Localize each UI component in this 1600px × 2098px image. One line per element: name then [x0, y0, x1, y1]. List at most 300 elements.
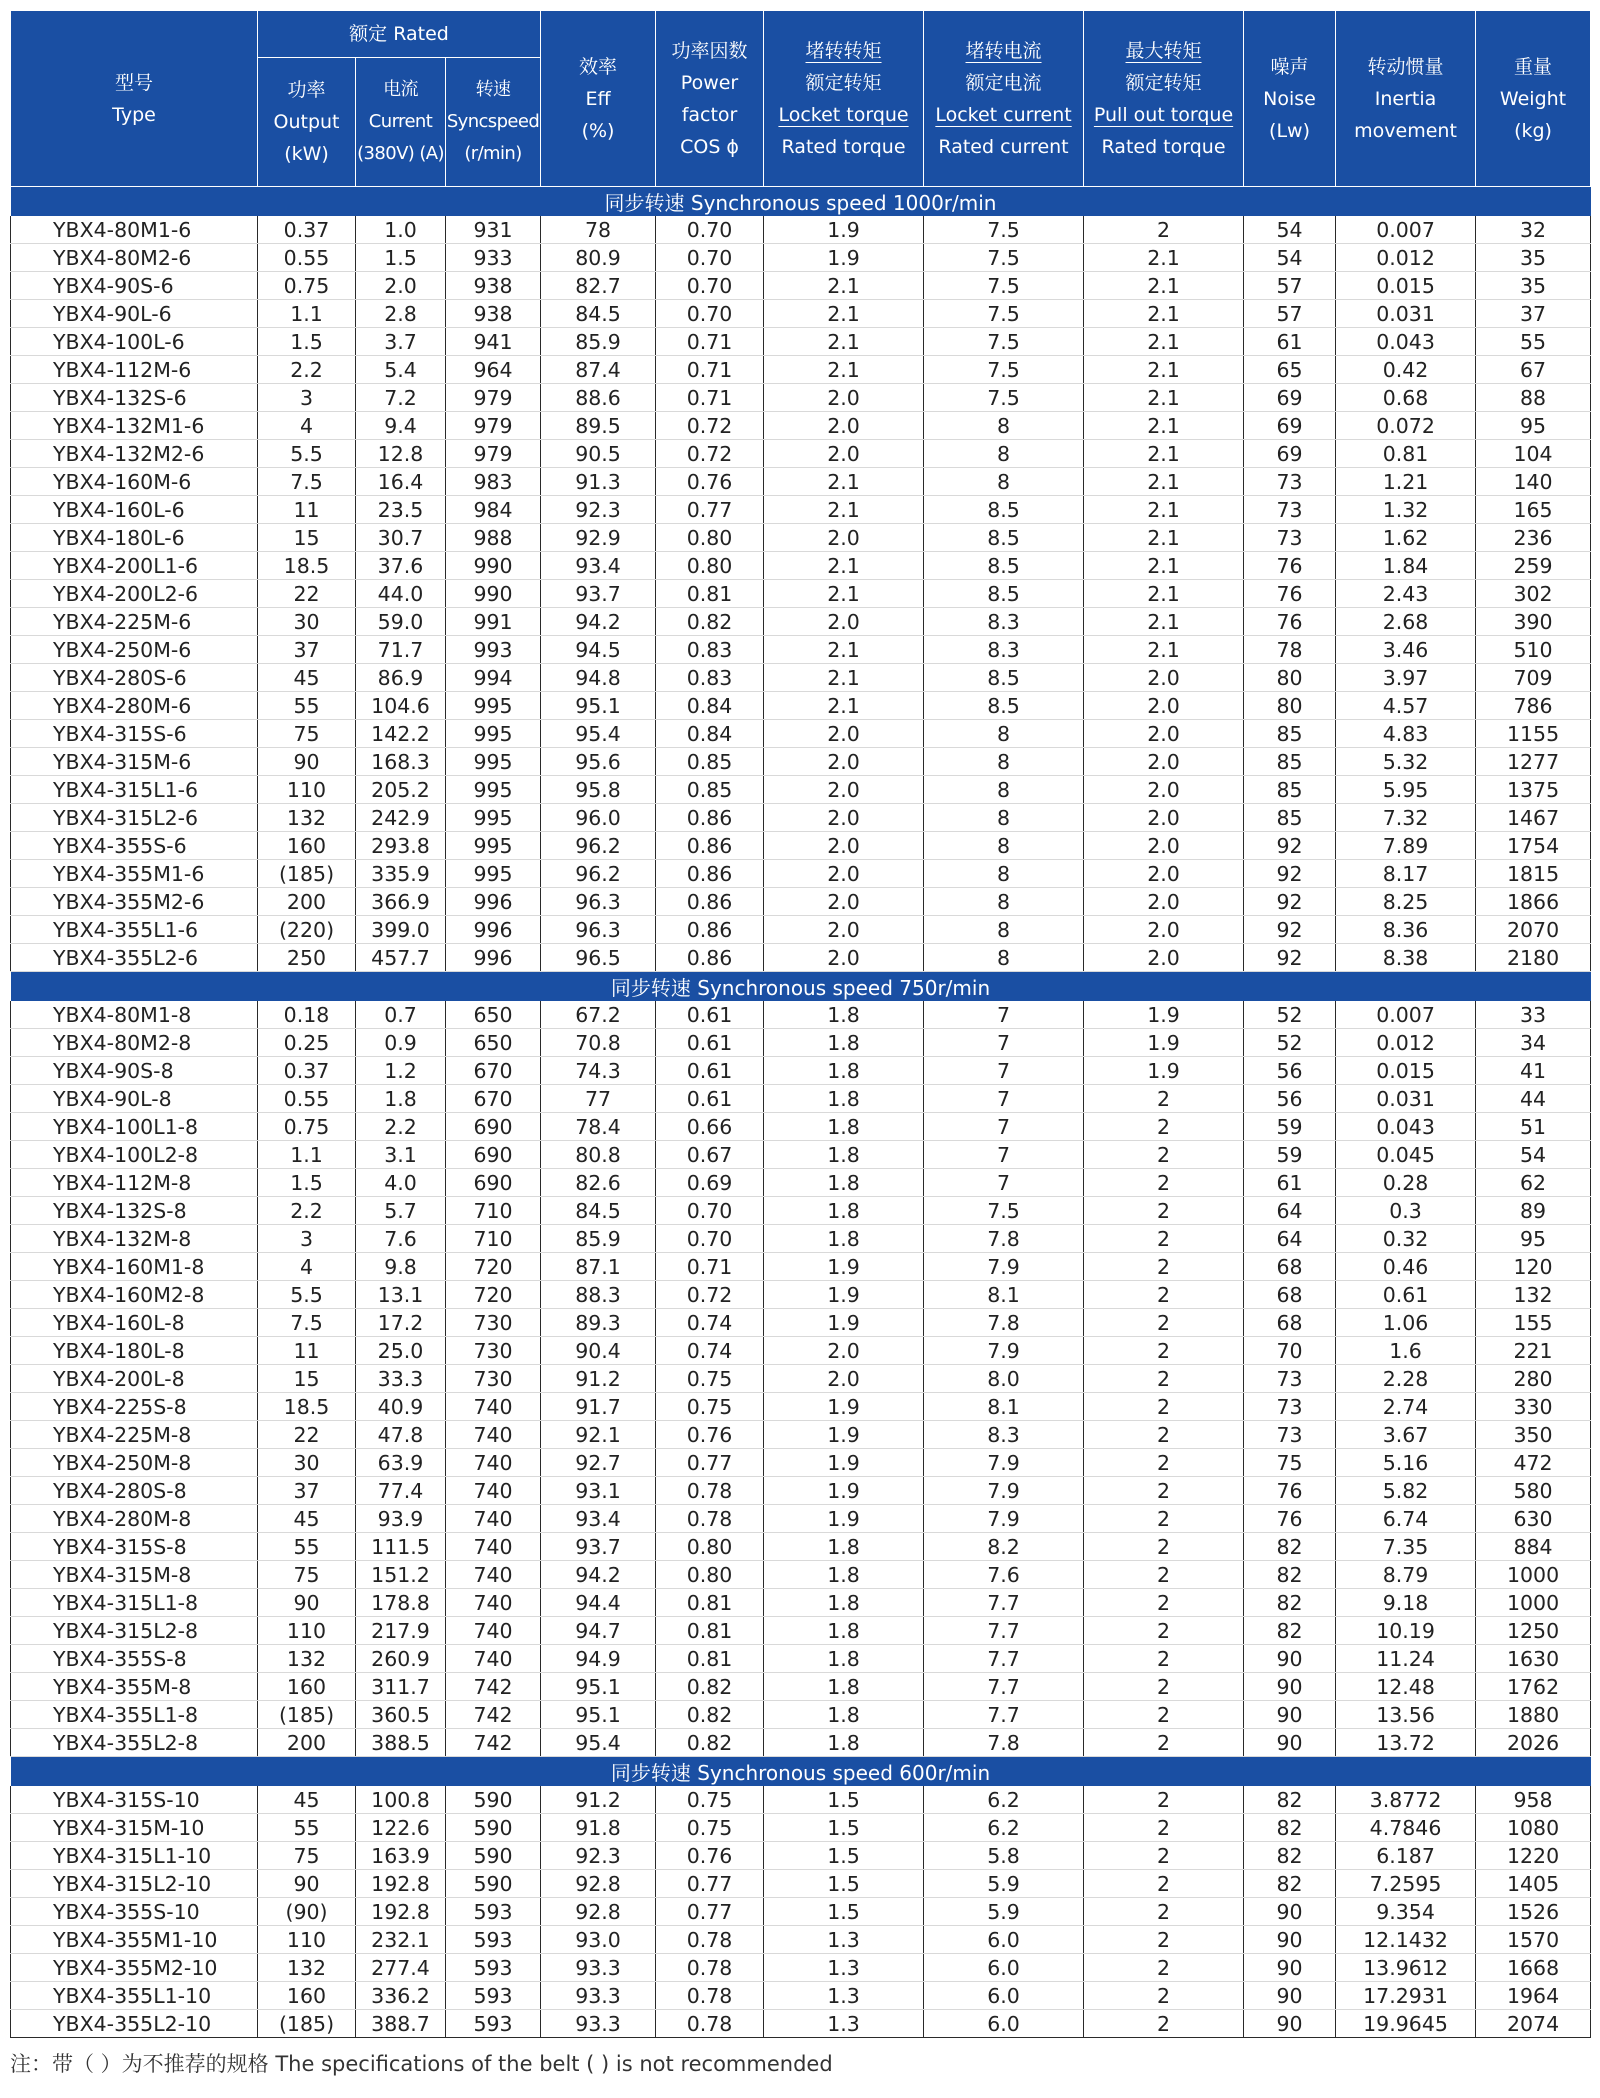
cell-weight: 140 — [1476, 468, 1591, 496]
cell-weight: 786 — [1476, 692, 1591, 720]
cell-locked-torque-ratio: 1.3 — [764, 1954, 924, 1982]
table-row — [11, 2010, 1591, 2038]
cell-weight: 2026 — [1476, 1729, 1591, 1757]
cell-output: 2.2 — [258, 1197, 356, 1225]
cell-type: YBX4-90L-8 — [11, 1085, 258, 1113]
cell-max-torque-ratio: 2.0 — [1084, 916, 1244, 944]
cell-power-factor: 0.61 — [656, 1057, 764, 1085]
cell-eff: 70.8 — [541, 1029, 656, 1057]
cell-locked-torque-ratio: 2.0 — [764, 888, 924, 916]
section-title: 同步转速 Synchronous speed 600r/min — [11, 1757, 1591, 1787]
cell-locked-current-ratio: 8.3 — [924, 636, 1084, 664]
cell-locked-current-ratio: 7.7 — [924, 1673, 1084, 1701]
cell-locked-current-ratio: 7 — [924, 1085, 1084, 1113]
cell-max-torque-ratio: 2 — [1084, 1477, 1244, 1505]
cell-locked-torque-ratio: 2.0 — [764, 748, 924, 776]
cell-power-factor: 0.84 — [656, 720, 764, 748]
cell-power-factor: 0.70 — [656, 216, 764, 244]
cell-max-torque-ratio: 2 — [1084, 1253, 1244, 1281]
cell-speed: 941 — [446, 328, 541, 356]
table-row — [11, 664, 1591, 692]
cell-output: (185) — [258, 1701, 356, 1729]
header-lt-cn2: 额定转矩 — [805, 71, 882, 94]
cell-type: YBX4-355L1-6 — [11, 916, 258, 944]
table-row — [11, 608, 1591, 636]
cell-current: 111.5 — [356, 1533, 446, 1561]
table-row — [11, 1449, 1591, 1477]
cell-noise: 82 — [1244, 1814, 1336, 1842]
cell-power-factor: 0.70 — [656, 1197, 764, 1225]
cell-locked-torque-ratio: 2.0 — [764, 384, 924, 412]
cell-current: 12.8 — [356, 440, 446, 468]
cell-weight: 1155 — [1476, 720, 1591, 748]
cell-noise: 85 — [1244, 804, 1336, 832]
cell-max-torque-ratio: 2.1 — [1084, 608, 1244, 636]
cell-inertia: 2.43 — [1336, 580, 1476, 608]
cell-speed: 742 — [446, 1701, 541, 1729]
cell-eff: 92.3 — [541, 1842, 656, 1870]
cell-output: 110 — [258, 1617, 356, 1645]
cell-power-factor: 0.75 — [656, 1365, 764, 1393]
table-row — [11, 1701, 1591, 1729]
cell-type: YBX4-160M-6 — [11, 468, 258, 496]
cell-locked-torque-ratio: 2.1 — [764, 552, 924, 580]
cell-eff: 80.8 — [541, 1141, 656, 1169]
cell-output: 0.75 — [258, 272, 356, 300]
header-eff — [541, 11, 656, 187]
cell-output: 3 — [258, 384, 356, 412]
cell-max-torque-ratio: 2.1 — [1084, 384, 1244, 412]
header-type — [11, 11, 258, 187]
cell-inertia: 13.56 — [1336, 1701, 1476, 1729]
cell-locked-torque-ratio: 1.9 — [764, 244, 924, 272]
header-current-unit: (380V) (A) — [357, 143, 444, 164]
cell-locked-torque-ratio: 1.8 — [764, 1225, 924, 1253]
cell-weight: 1880 — [1476, 1701, 1591, 1729]
cell-power-factor: 0.61 — [656, 1085, 764, 1113]
cell-max-torque-ratio: 2 — [1084, 216, 1244, 244]
cell-current: 40.9 — [356, 1393, 446, 1421]
table-row — [11, 328, 1591, 356]
cell-speed: 690 — [446, 1113, 541, 1141]
cell-type: YBX4-200L2-6 — [11, 580, 258, 608]
cell-locked-current-ratio: 7.7 — [924, 1701, 1084, 1729]
cell-type: YBX4-280S-8 — [11, 1477, 258, 1505]
cell-type: YBX4-355L2-10 — [11, 2010, 258, 2038]
cell-speed: 742 — [446, 1729, 541, 1757]
table-row — [11, 1814, 1591, 1842]
cell-type: YBX4-112M-8 — [11, 1169, 258, 1197]
cell-output: 1.5 — [258, 1169, 356, 1197]
cell-speed: 593 — [446, 1926, 541, 1954]
cell-eff: 84.5 — [541, 300, 656, 328]
cell-speed: 995 — [446, 748, 541, 776]
header-weight — [1476, 11, 1591, 187]
header-noise — [1244, 11, 1336, 187]
cell-max-torque-ratio: 2.0 — [1084, 860, 1244, 888]
cell-noise: 61 — [1244, 328, 1336, 356]
cell-eff: 93.4 — [541, 1505, 656, 1533]
cell-locked-torque-ratio: 1.5 — [764, 1842, 924, 1870]
cell-noise: 69 — [1244, 412, 1336, 440]
cell-locked-torque-ratio: 2.0 — [764, 776, 924, 804]
header-mt-en1: Pull out torque — [1093, 103, 1234, 126]
cell-max-torque-ratio: 2 — [1084, 1113, 1244, 1141]
cell-speed: 593 — [446, 1898, 541, 1926]
cell-output: 45 — [258, 1505, 356, 1533]
cell-inertia: 0.81 — [1336, 440, 1476, 468]
table-row — [11, 1645, 1591, 1673]
cell-max-torque-ratio: 2 — [1084, 1870, 1244, 1898]
cell-power-factor: 0.71 — [656, 328, 764, 356]
cell-noise: 75 — [1244, 1449, 1336, 1477]
cell-weight: 709 — [1476, 664, 1591, 692]
cell-locked-current-ratio: 7.7 — [924, 1617, 1084, 1645]
cell-noise: 85 — [1244, 776, 1336, 804]
cell-current: 2.2 — [356, 1113, 446, 1141]
cell-locked-torque-ratio: 1.8 — [764, 1141, 924, 1169]
cell-output: 2.2 — [258, 356, 356, 384]
cell-power-factor: 0.75 — [656, 1786, 764, 1814]
cell-type: YBX4-315L2-8 — [11, 1617, 258, 1645]
cell-inertia: 0.007 — [1336, 1001, 1476, 1029]
cell-eff: 96.2 — [541, 832, 656, 860]
cell-power-factor: 0.76 — [656, 1421, 764, 1449]
cell-locked-current-ratio: 7 — [924, 1169, 1084, 1197]
cell-locked-torque-ratio: 1.8 — [764, 1673, 924, 1701]
cell-weight: 132 — [1476, 1281, 1591, 1309]
cell-noise: 92 — [1244, 944, 1336, 972]
cell-current: 0.7 — [356, 1001, 446, 1029]
cell-power-factor: 0.77 — [656, 1898, 764, 1926]
cell-current: 104.6 — [356, 692, 446, 720]
cell-max-torque-ratio: 2.0 — [1084, 748, 1244, 776]
cell-eff: 87.4 — [541, 356, 656, 384]
cell-output: 200 — [258, 888, 356, 916]
cell-noise: 82 — [1244, 1589, 1336, 1617]
cell-locked-torque-ratio: 2.0 — [764, 1365, 924, 1393]
header-output — [258, 58, 356, 187]
cell-max-torque-ratio: 2 — [1084, 1954, 1244, 1982]
cell-noise: 76 — [1244, 552, 1336, 580]
cell-type: YBX4-355S-6 — [11, 832, 258, 860]
cell-type: YBX4-132M2-6 — [11, 440, 258, 468]
cell-weight: 221 — [1476, 1337, 1591, 1365]
table-row — [11, 1533, 1591, 1561]
cell-weight: 1405 — [1476, 1870, 1591, 1898]
cell-noise: 90 — [1244, 1926, 1336, 1954]
cell-inertia: 0.46 — [1336, 1253, 1476, 1281]
cell-output: 160 — [258, 1982, 356, 2010]
cell-weight: 88 — [1476, 384, 1591, 412]
cell-eff: 89.3 — [541, 1309, 656, 1337]
header-lc-cn2: 额定电流 — [965, 71, 1042, 94]
cell-current: 4.0 — [356, 1169, 446, 1197]
cell-output: (185) — [258, 2010, 356, 2038]
cell-locked-torque-ratio: 1.8 — [764, 1029, 924, 1057]
table-row — [11, 1169, 1591, 1197]
cell-speed: 740 — [446, 1505, 541, 1533]
cell-max-torque-ratio: 2.1 — [1084, 496, 1244, 524]
cell-eff: 88.6 — [541, 384, 656, 412]
cell-type: YBX4-160L-6 — [11, 496, 258, 524]
cell-current: 9.8 — [356, 1253, 446, 1281]
cell-speed: 740 — [446, 1561, 541, 1589]
cell-power-factor: 0.86 — [656, 916, 764, 944]
cell-current: 163.9 — [356, 1842, 446, 1870]
cell-inertia: 1.84 — [1336, 552, 1476, 580]
cell-max-torque-ratio: 2.0 — [1084, 804, 1244, 832]
cell-max-torque-ratio: 2.1 — [1084, 244, 1244, 272]
header-weight-en: Weight — [1499, 87, 1567, 110]
cell-locked-current-ratio: 7.5 — [924, 300, 1084, 328]
cell-weight: 1526 — [1476, 1898, 1591, 1926]
cell-speed: 690 — [446, 1169, 541, 1197]
cell-weight: 1630 — [1476, 1645, 1591, 1673]
cell-current: 242.9 — [356, 804, 446, 832]
table-row — [11, 888, 1591, 916]
cell-weight: 41 — [1476, 1057, 1591, 1085]
cell-power-factor: 0.72 — [656, 1281, 764, 1309]
cell-noise: 70 — [1244, 1337, 1336, 1365]
table-row — [11, 356, 1591, 384]
cell-eff: 93.3 — [541, 1954, 656, 1982]
cell-inertia: 10.19 — [1336, 1617, 1476, 1645]
cell-inertia: 8.25 — [1336, 888, 1476, 916]
cell-noise: 82 — [1244, 1561, 1336, 1589]
cell-speed: 994 — [446, 664, 541, 692]
cell-weight: 35 — [1476, 272, 1591, 300]
header-weight-cn: 重量 — [1514, 55, 1553, 78]
cell-locked-current-ratio: 8 — [924, 804, 1084, 832]
cell-noise: 54 — [1244, 216, 1336, 244]
cell-inertia: 1.62 — [1336, 524, 1476, 552]
cell-inertia: 1.6 — [1336, 1337, 1476, 1365]
cell-inertia: 4.7846 — [1336, 1814, 1476, 1842]
cell-inertia: 5.82 — [1336, 1477, 1476, 1505]
cell-locked-current-ratio: 7.7 — [924, 1589, 1084, 1617]
cell-type: YBX4-355S-10 — [11, 1898, 258, 1926]
table-row — [11, 1281, 1591, 1309]
cell-power-factor: 0.61 — [656, 1029, 764, 1057]
cell-noise: 73 — [1244, 1393, 1336, 1421]
cell-locked-current-ratio: 7.5 — [924, 1197, 1084, 1225]
cell-noise: 65 — [1244, 356, 1336, 384]
cell-power-factor: 0.74 — [656, 1309, 764, 1337]
cell-locked-torque-ratio: 1.9 — [764, 1505, 924, 1533]
cell-locked-current-ratio: 6.0 — [924, 1954, 1084, 1982]
cell-current: 399.0 — [356, 916, 446, 944]
header-mt-en2: Rated torque — [1101, 135, 1226, 158]
cell-inertia: 3.97 — [1336, 664, 1476, 692]
cell-speed: 996 — [446, 888, 541, 916]
cell-locked-torque-ratio: 1.8 — [764, 1561, 924, 1589]
cell-speed: 742 — [446, 1673, 541, 1701]
cell-noise: 90 — [1244, 1645, 1336, 1673]
table-row — [11, 1365, 1591, 1393]
cell-eff: 93.1 — [541, 1477, 656, 1505]
header-current — [356, 58, 446, 187]
cell-inertia: 3.67 — [1336, 1421, 1476, 1449]
cell-type: YBX4-355L2-8 — [11, 1729, 258, 1757]
cell-max-torque-ratio: 1.9 — [1084, 1029, 1244, 1057]
cell-power-factor: 0.85 — [656, 748, 764, 776]
cell-power-factor: 0.86 — [656, 888, 764, 916]
cell-eff: 94.2 — [541, 1561, 656, 1589]
section-header-row — [11, 1757, 1591, 1787]
cell-max-torque-ratio: 2.1 — [1084, 580, 1244, 608]
cell-max-torque-ratio: 2 — [1084, 1729, 1244, 1757]
cell-type: YBX4-280M-6 — [11, 692, 258, 720]
cell-output: 4 — [258, 1253, 356, 1281]
cell-inertia: 0.072 — [1336, 412, 1476, 440]
cell-speed: 995 — [446, 832, 541, 860]
cell-weight: 1250 — [1476, 1617, 1591, 1645]
cell-eff: 67.2 — [541, 1001, 656, 1029]
cell-locked-current-ratio: 7.9 — [924, 1449, 1084, 1477]
cell-output: 0.25 — [258, 1029, 356, 1057]
cell-speed: 740 — [446, 1533, 541, 1561]
cell-noise: 56 — [1244, 1085, 1336, 1113]
cell-weight: 51 — [1476, 1113, 1591, 1141]
cell-eff: 93.3 — [541, 2010, 656, 2038]
cell-inertia: 6.187 — [1336, 1842, 1476, 1870]
cell-noise: 64 — [1244, 1197, 1336, 1225]
cell-speed: 996 — [446, 944, 541, 972]
cell-speed: 740 — [446, 1617, 541, 1645]
cell-output: 55 — [258, 692, 356, 720]
cell-noise: 73 — [1244, 496, 1336, 524]
cell-speed: 979 — [446, 440, 541, 468]
cell-power-factor: 0.66 — [656, 1113, 764, 1141]
cell-output: 110 — [258, 776, 356, 804]
cell-current: 23.5 — [356, 496, 446, 524]
cell-power-factor: 0.70 — [656, 272, 764, 300]
cell-output: 4 — [258, 412, 356, 440]
cell-max-torque-ratio: 2.0 — [1084, 944, 1244, 972]
cell-max-torque-ratio: 2.0 — [1084, 888, 1244, 916]
table-row — [11, 1561, 1591, 1589]
cell-inertia: 1.06 — [1336, 1309, 1476, 1337]
cell-output: 132 — [258, 804, 356, 832]
cell-power-factor: 0.75 — [656, 1393, 764, 1421]
cell-weight: 1375 — [1476, 776, 1591, 804]
cell-locked-torque-ratio: 2.0 — [764, 608, 924, 636]
cell-weight: 1866 — [1476, 888, 1591, 916]
cell-max-torque-ratio: 2 — [1084, 1197, 1244, 1225]
cell-power-factor: 0.78 — [656, 1477, 764, 1505]
cell-locked-current-ratio: 8 — [924, 468, 1084, 496]
cell-locked-current-ratio: 6.0 — [924, 1982, 1084, 2010]
cell-locked-current-ratio: 7.9 — [924, 1505, 1084, 1533]
header-current-en: Current — [368, 111, 433, 132]
cell-speed: 979 — [446, 384, 541, 412]
table-row — [11, 860, 1591, 888]
table-row — [11, 580, 1591, 608]
header-rated-label: 额定 Rated — [349, 23, 449, 45]
cell-output: (220) — [258, 916, 356, 944]
cell-locked-current-ratio: 8 — [924, 832, 1084, 860]
cell-inertia: 8.36 — [1336, 916, 1476, 944]
cell-locked-torque-ratio: 2.1 — [764, 580, 924, 608]
cell-eff: 95.1 — [541, 692, 656, 720]
table-row — [11, 412, 1591, 440]
table-row — [11, 1113, 1591, 1141]
table-row — [11, 1870, 1591, 1898]
cell-inertia: 17.2931 — [1336, 1982, 1476, 2010]
header-inertia — [1336, 11, 1476, 187]
cell-speed: 590 — [446, 1786, 541, 1814]
cell-current: 178.8 — [356, 1589, 446, 1617]
cell-current: 2.8 — [356, 300, 446, 328]
cell-weight: 155 — [1476, 1309, 1591, 1337]
cell-max-torque-ratio: 1.9 — [1084, 1057, 1244, 1085]
cell-speed: 995 — [446, 860, 541, 888]
cell-inertia: 6.74 — [1336, 1505, 1476, 1533]
cell-type: YBX4-132M1-6 — [11, 412, 258, 440]
cell-output: 22 — [258, 1421, 356, 1449]
cell-power-factor: 0.80 — [656, 1533, 764, 1561]
cell-output: (90) — [258, 1898, 356, 1926]
cell-speed: 720 — [446, 1281, 541, 1309]
cell-current: 30.7 — [356, 524, 446, 552]
cell-output: 7.5 — [258, 1309, 356, 1337]
cell-locked-torque-ratio: 1.8 — [764, 1645, 924, 1673]
cell-eff: 94.4 — [541, 1589, 656, 1617]
cell-max-torque-ratio: 2.1 — [1084, 356, 1244, 384]
header-pf-en3: COS ϕ — [680, 135, 739, 158]
cell-eff: 84.5 — [541, 1197, 656, 1225]
cell-locked-torque-ratio: 1.3 — [764, 1926, 924, 1954]
table-row — [11, 1898, 1591, 1926]
cell-eff: 92.1 — [541, 1421, 656, 1449]
cell-eff: 92.8 — [541, 1870, 656, 1898]
cell-locked-torque-ratio: 2.1 — [764, 468, 924, 496]
cell-type: YBX4-315S-6 — [11, 720, 258, 748]
cell-noise: 90 — [1244, 1729, 1336, 1757]
cell-inertia: 0.3 — [1336, 1197, 1476, 1225]
cell-eff: 94.7 — [541, 1617, 656, 1645]
cell-power-factor: 0.61 — [656, 1001, 764, 1029]
cell-speed: 650 — [446, 1001, 541, 1029]
cell-output: 110 — [258, 1926, 356, 1954]
cell-weight: 34 — [1476, 1029, 1591, 1057]
cell-max-torque-ratio: 2 — [1084, 1337, 1244, 1365]
cell-output: 0.37 — [258, 216, 356, 244]
cell-weight: 95 — [1476, 412, 1591, 440]
cell-locked-current-ratio: 5.9 — [924, 1870, 1084, 1898]
cell-eff: 90.5 — [541, 440, 656, 468]
cell-speed: 995 — [446, 692, 541, 720]
cell-locked-current-ratio: 6.0 — [924, 2010, 1084, 2038]
cell-power-factor: 0.80 — [656, 552, 764, 580]
cell-locked-current-ratio: 7.8 — [924, 1729, 1084, 1757]
cell-weight: 236 — [1476, 524, 1591, 552]
cell-type: YBX4-250M-8 — [11, 1449, 258, 1477]
cell-max-torque-ratio: 2 — [1084, 1786, 1244, 1814]
cell-output: 1.5 — [258, 328, 356, 356]
cell-noise: 92 — [1244, 916, 1336, 944]
table-row — [11, 1337, 1591, 1365]
cell-weight: 35 — [1476, 244, 1591, 272]
cell-locked-current-ratio: 8.5 — [924, 580, 1084, 608]
cell-output: 5.5 — [258, 1281, 356, 1309]
cell-current: 17.2 — [356, 1309, 446, 1337]
cell-weight: 89 — [1476, 1197, 1591, 1225]
table-body — [11, 187, 1591, 2038]
cell-power-factor: 0.78 — [656, 2010, 764, 2038]
cell-eff: 96.5 — [541, 944, 656, 972]
